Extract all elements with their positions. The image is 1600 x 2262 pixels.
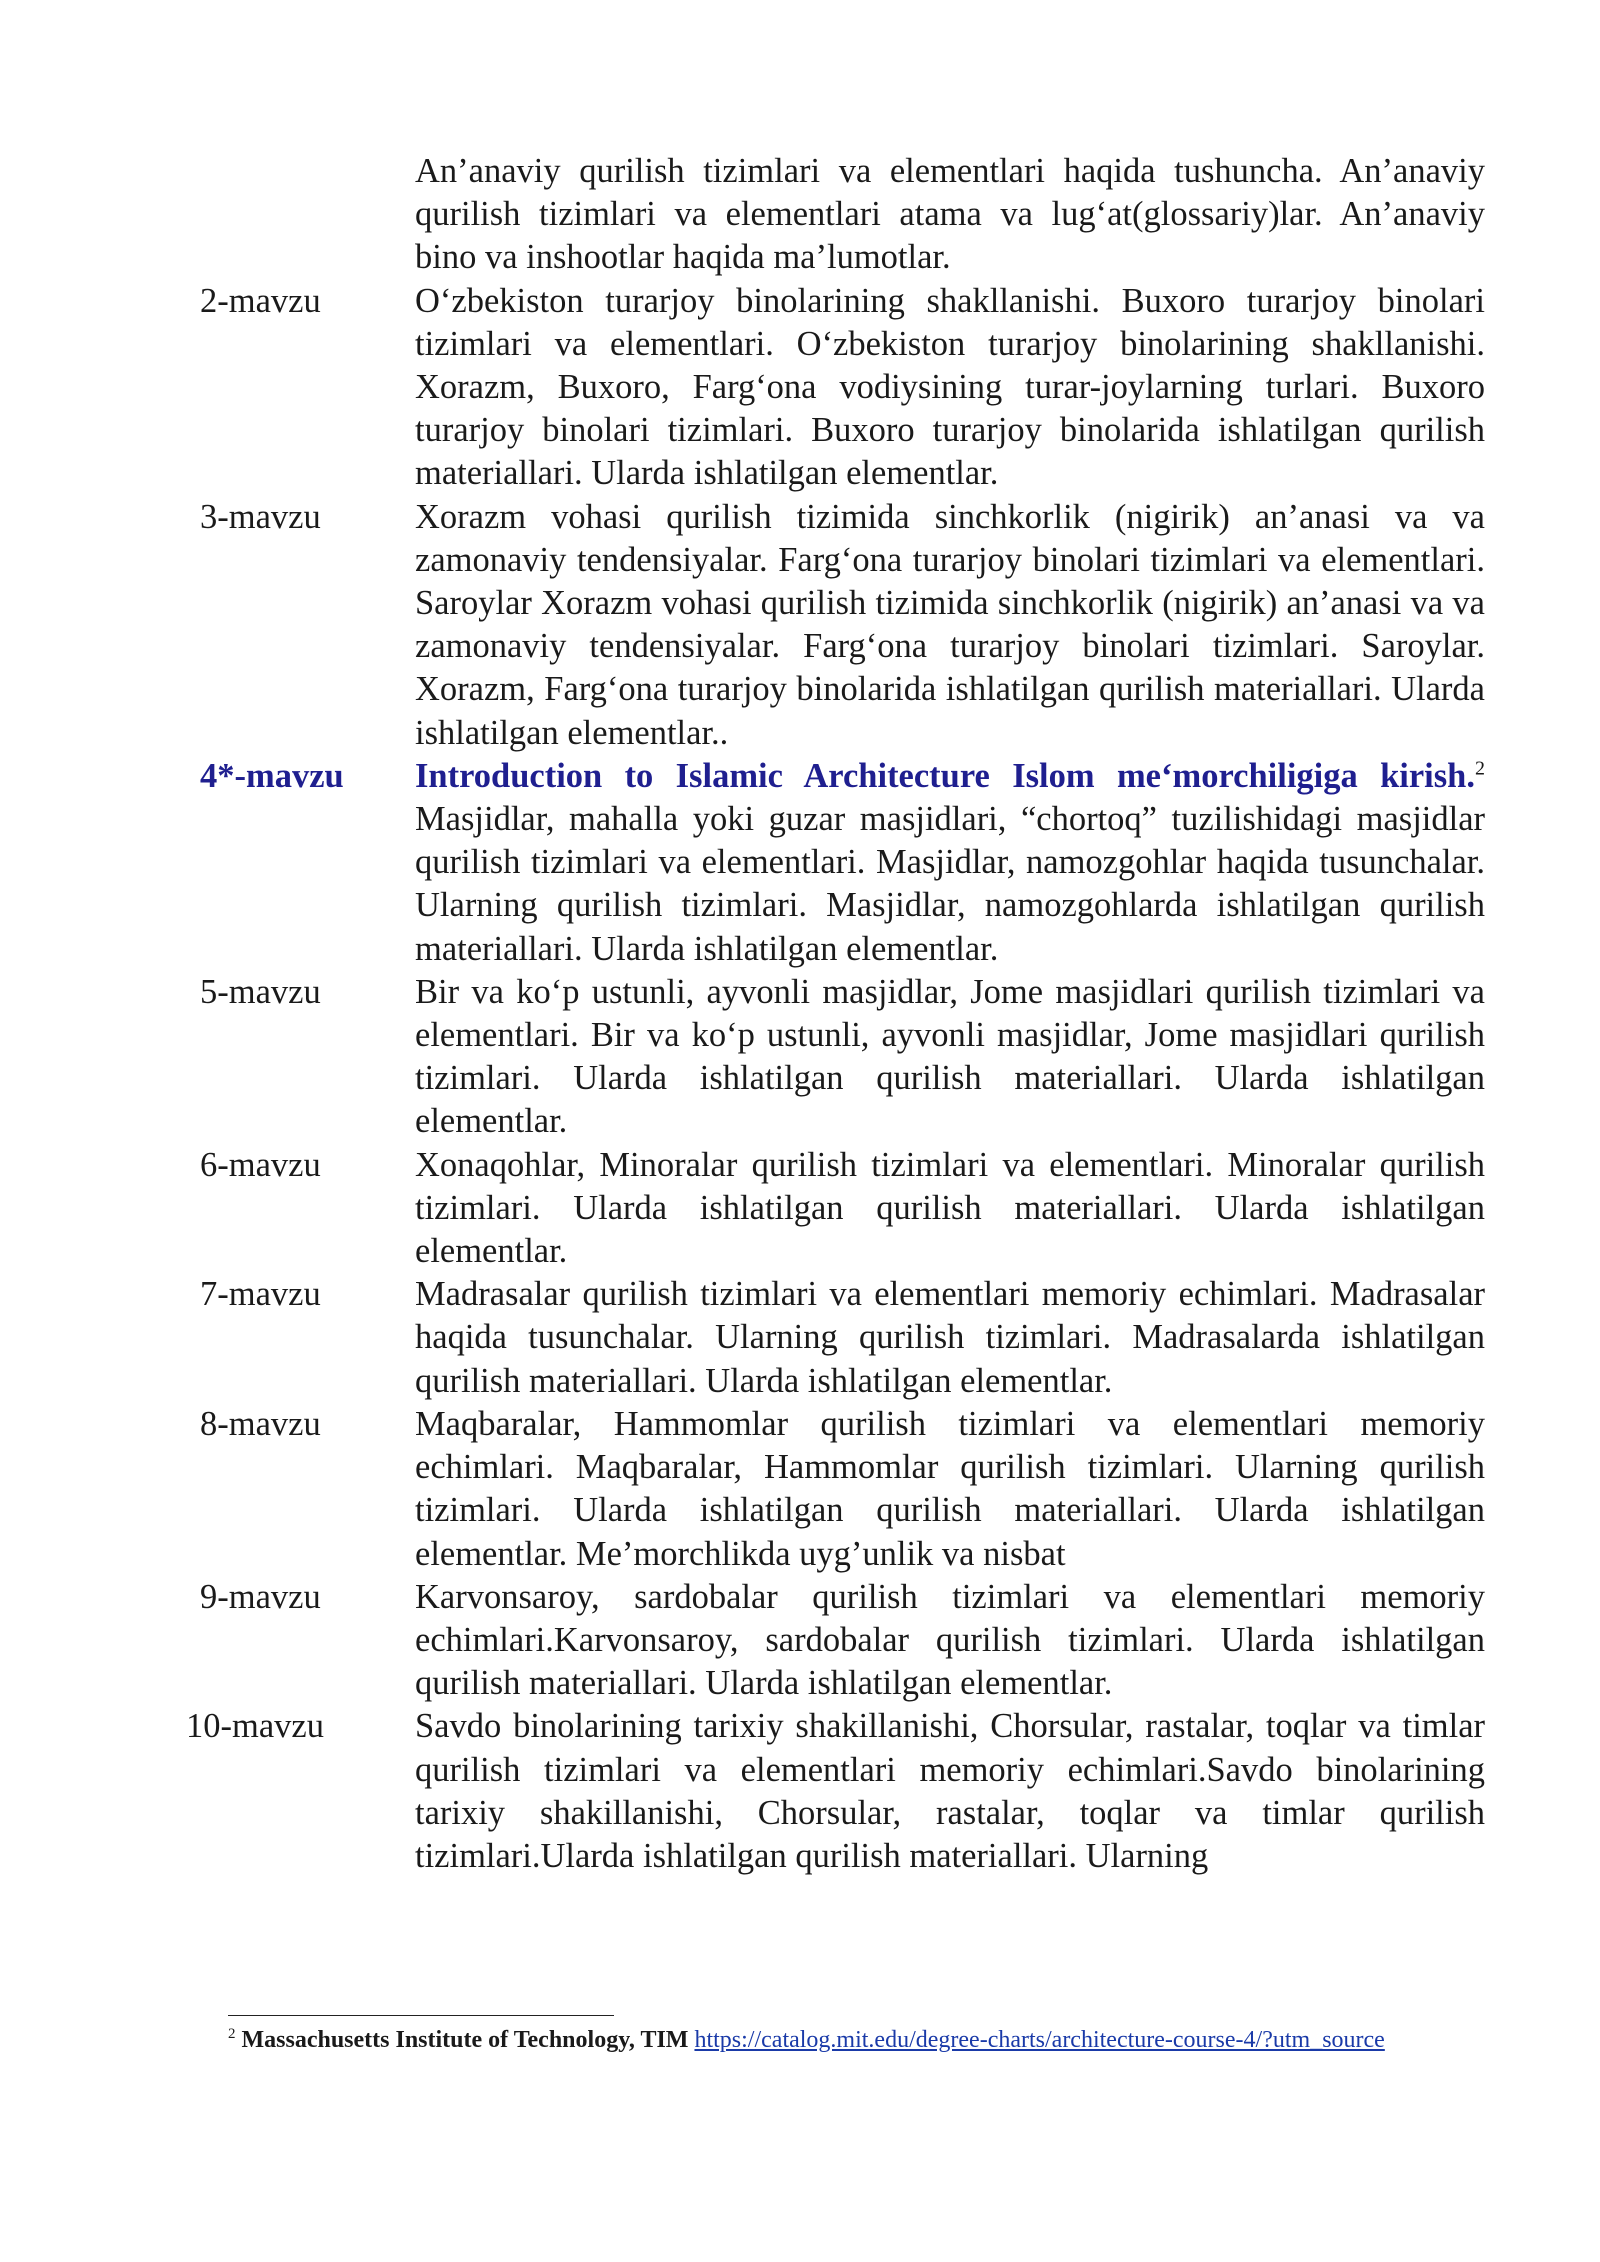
footnote-reference[interactable]: 2 [1475,757,1485,780]
topic-label: 7-mavzu [200,1275,321,1314]
topic-label-highlighted: 4*-mavzu [200,756,344,795]
intro-paragraph: An’anaviy qurilish tizimlari va elementlari haqida tushuncha. An’anaviy qurilish tizimlari va elementlari atama va lug‘at(glossariy)lar. An’anaviy bino va inshootlar haqida ma’lumotlar. [415,152,1485,277]
topic-label: 5-mavzu [200,972,321,1011]
footnote-link[interactable]: https://catalog.mit.edu/degree-charts/architecture-course-4/?utm_source [694,2027,1385,2053]
topic-text: Xonaqohlar, Minoralar qurilish tizimlari va elementlari. Minoralar qurilish tizimlari. Ularda ishlatilgan qurilish materiallari. Ularda ishlatilgan elementlar. [415,1145,1485,1271]
topic-text [415,755,1485,971]
topic-text: Bir va ko‘p ustunli, ayvonli masjidlar, Jome masjidlari qurilish tizimlari va elementlari. Bir va ko‘p ustunli, ayvonli masjidlar, Jome masjidlari qurilish tizimlari. Ularda ishlatilgan qurilish materiallari. Ularda ishlatilgan elementlar. [415,972,1485,1141]
topic-8 [200,1403,1485,1576]
intro-entry [200,150,1485,280]
topic-label: 6-mavzu [200,1145,321,1184]
topic-label: 2-mavzu [200,281,321,320]
footnote-separator [228,2015,614,2016]
topic-text: Savdo binolarining tarixiy shakillanishi, Chorsular, rastalar, toqlar va timlar qurilish tizimlari va elementlari memoriy echimlari.Savdo binolarining tarixiy shakillanishi, Chorsular, rastalar, toqlar va timlar qurilish tizimlari.Ularda ishlatilgan qurilish materiallari. Ularning [415,1707,1485,1875]
topic-text: Madrasalar qurilish tizimlari va elementlari memoriy echimlari. Madrasalar haqida tusunchalar. Ularning qurilish tizimlari. Madrasalarda ishlatilgan qurilish materiallari. Ularda ishlatilgan elementlar. [415,1275,1485,1400]
topic-text: Karvonsaroy, sardobalar qurilish tizimlari va elementlari memoriy echimlari.Karvonsaroy, sardobalar qurilish tizimlari. Ularda ishlatilgan qurilish materiallari. Ularda ishlatilgan elementlar. [415,1577,1485,1703]
highlight-title: Introduction to Islamic Architecture Islom me‘morchiligiga kirish. [415,756,1475,795]
topic-5 [200,971,1485,1144]
topic-text: Maqbaralar, Hammomlar qurilish tizimlari va elementlari memoriy echimlari. Maqbaralar, Hammomlar qurilish tizimlari. Ularning qurilish tizimlari. Ularda ishlatilgan qurilish materiallari. Ularda ishlatilgan elementlar. Me’morchlikda uyg’unlik va nisbat [415,1404,1485,1573]
topic-3 [200,496,1485,755]
topic-10 [186,1705,1485,1878]
topic-9 [200,1576,1485,1706]
topic-label: 10-mavzu [186,1707,324,1746]
topic-text: O‘zbekiston turarjoy binolarining shakllanishi. Buxoro turarjoy binolari tizimlari va elementlari. O‘zbekiston turarjoy binolarining shakllanishi. Xorazm, Buxoro, Farg‘ona vodiysining turar-joylarning turlari. Buxoro turarjoy binolari tizimlari. Buxoro turarjoy binolarida ishlatilgan qurilish materiallari. Ularda ishlatilgan elementlar. [415,281,1485,493]
topic-label: 9-mavzu [200,1577,321,1616]
footnote-number: 2 [228,2026,236,2042]
topic-4 [200,755,1485,971]
topic-7 [200,1273,1485,1403]
topic-text: Xorazm vohasi qurilish tizimida sinchkorlik (nigirik) an’anasi va va zamonaviy tendensiyalar. Farg‘ona turarjoy binolari tizimlari va elementlari. Saroylar Xorazm vohasi qurilish tizimida sinchkorlik (nigirik) an’anasi va va zamonaviy tendensiyalar. Farg‘ona turarjoy binolari tizimlari. Saroylar. Xorazm, Farg‘ona turarjoy binolarida ishlatilgan qurilish materiallari. Ularda ishlatilgan elementlar.. [415,497,1485,752]
footnote-source: Massachusetts Institute of Technology, TIM [241,2027,689,2053]
topic-label: 3-mavzu [200,497,321,536]
topic-text-rest: Masjidlar, mahalla yoki guzar masjidlari, “chortoq” tuzilishidagi masjidlar qurilish tizimlari va elementlari. Masjidlar, namozgohlar haqida tusunchalar. Ularning qurilish tizimlari. Masjidlar, namozgohlarda ishlatilgan qurilish materiallari. Ularda ishlatilgan elementlar. [415,800,1485,968]
topic-label: 8-mavzu [200,1404,321,1443]
topic-2 [200,280,1485,496]
topic-6 [200,1144,1485,1274]
topics-list [186,150,1485,1878]
footnote [228,2025,1478,2056]
